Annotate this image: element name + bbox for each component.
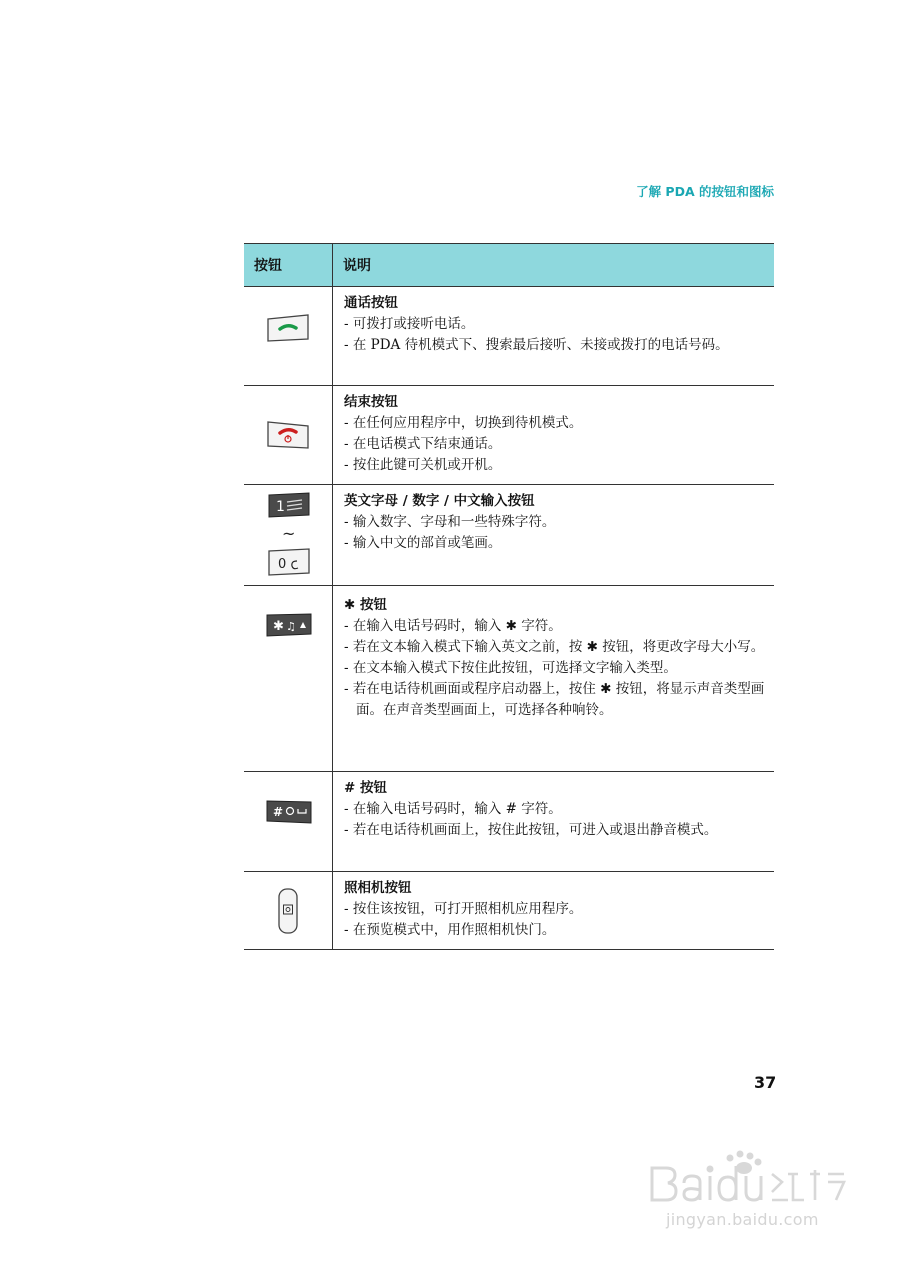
svg-text:#: # (273, 805, 284, 819)
bullet-text: - 若在电话待机画面或程序启动器上，按住 ✱ 按钮，将显示声音类型画面。在声音类型画面上，可选择各种响铃。 (344, 681, 765, 718)
description-cell (333, 287, 775, 386)
row-title: 照相机按钮 (344, 880, 412, 896)
bullet-text: - 若在文本输入模式下输入英文之前，按 ✱ 按钮，将更改字母大小写。 (344, 639, 765, 655)
bullet-text: - 在输入电话号码时，输入 # 字符。 (344, 801, 562, 817)
column-header-description: 说明 (333, 244, 775, 287)
page-header-title: 了解 PDA 的按钮和图标 (636, 184, 774, 199)
description-cell (333, 872, 775, 950)
bullet-text: - 在电话模式下结束通话。 (344, 436, 502, 452)
bullet-text: - 按住该按钮，可打开照相机应用程序。 (344, 901, 583, 917)
camera-key-icon (275, 886, 301, 936)
page-number: 37 (754, 1073, 777, 1092)
svg-text:♫: ♫ (286, 620, 296, 633)
bullet-text: - 在预览模式中，用作照相机快门。 (344, 922, 556, 938)
description-cell (333, 772, 775, 872)
svg-text:✱: ✱ (273, 619, 284, 634)
key-0-label: 0 (278, 557, 287, 572)
bullet-text: - 在文本输入模式下按住此按钮，可选择文字输入类型。 (344, 660, 677, 676)
call-key-icon (264, 313, 312, 343)
icon-cell (244, 386, 333, 485)
description-cell (333, 386, 775, 485)
baidu-watermark (648, 1148, 868, 1248)
table-row (244, 772, 774, 872)
row-title: # 按钮 (344, 780, 388, 796)
table-header-row (244, 244, 774, 287)
hash-key-icon (261, 799, 315, 825)
baidu-logo-icon (648, 1148, 868, 1218)
icon-cell (244, 872, 333, 950)
bullet-text: - 在 PDA 待机模式下、搜索最后接听、未接或拨打的电话号码。 (344, 337, 729, 353)
table-row (244, 287, 774, 386)
icon-cell (244, 772, 333, 872)
end-key-icon (264, 420, 312, 450)
icon-cell (244, 586, 333, 772)
table-row (244, 386, 774, 485)
bullet-text: - 输入中文的部首或笔画。 (344, 535, 502, 551)
row-title: 通话按钮 (344, 295, 398, 311)
bullet-text: - 输入数字、字母和一些特殊字符。 (344, 514, 556, 530)
table-row (244, 485, 774, 586)
bullet-text: - 在任何应用程序中，切换到待机模式。 (344, 415, 583, 431)
bullet-text: - 在输入电话号码时，输入 ✱ 字符。 (344, 618, 562, 634)
bullet-text: - 按住此键可关机或开机。 (344, 457, 502, 473)
row-title: 英文字母 / 数字 / 中文输入按钮 (344, 493, 535, 509)
description-cell (333, 485, 775, 586)
row-title: ✱ 按钮 (344, 597, 388, 613)
number-keys-icon (262, 491, 314, 581)
table-row (244, 872, 774, 950)
key-1-label: 1 (276, 499, 285, 515)
star-key-icon (261, 612, 315, 638)
row-title: 结束按钮 (344, 394, 398, 410)
icon-cell (244, 485, 333, 586)
button-table (244, 243, 774, 950)
table-row (244, 586, 774, 772)
column-header-button: 按钮 (244, 244, 333, 287)
description-cell (333, 586, 775, 772)
icon-cell (244, 287, 333, 386)
watermark-url: jingyan.baidu.com (666, 1210, 819, 1229)
bullet-text: - 若在电话待机画面上，按住此按钮，可进入或退出静音模式。 (344, 822, 718, 838)
bullet-text: - 可拨打或接听电话。 (344, 316, 475, 332)
range-separator: ~ (282, 524, 296, 543)
